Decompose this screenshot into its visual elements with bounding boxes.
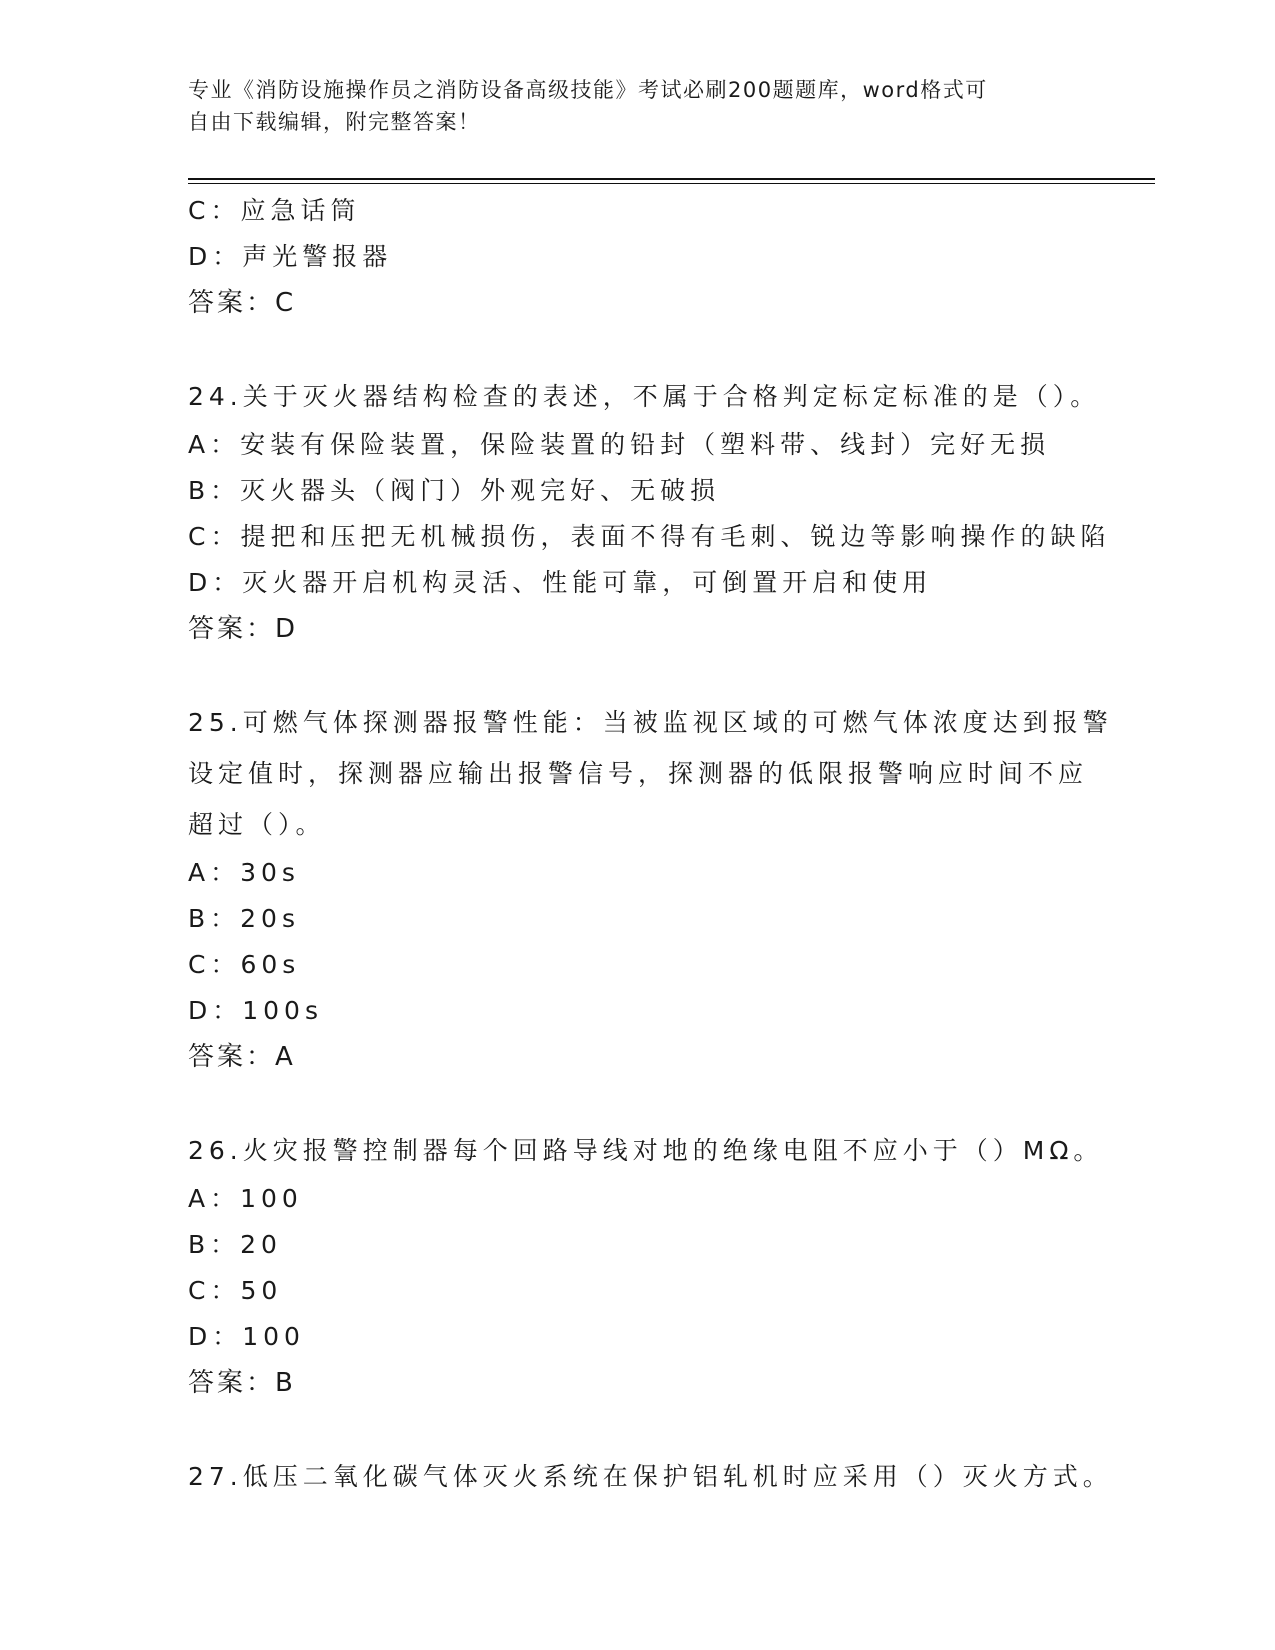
option-a: A：30s <box>188 858 300 887</box>
question-27 <box>188 1451 1148 1502</box>
answer-line: 答案：D <box>188 614 299 644</box>
option-a: A：安装有保险装置，保险装置的铅封（塑料带、线封）完好无损 <box>188 430 1051 459</box>
question-stem: 设定值时，探测器应输出报警信号，探测器的低限报警响应时间不应 <box>188 759 1089 788</box>
option-d: D：声光警报器 <box>188 242 393 271</box>
option-d: D：100 <box>188 1322 305 1351</box>
question-list <box>188 188 1148 1502</box>
option-c: C：应急话筒 <box>188 196 361 225</box>
option-b: B：20 <box>188 1230 282 1259</box>
document-header <box>188 74 1088 138</box>
answer-line: 答案：C <box>188 288 297 318</box>
question-stem: 27.低压二氧化碳气体灭火系统在保护铝轧机时应采用（）灭火方式。 <box>188 1462 1113 1491</box>
question-stem: 26.火灾报警控制器每个回路导线对地的绝缘电阻不应小于（）MΩ。 <box>188 1136 1104 1165</box>
option-a: A：100 <box>188 1184 303 1213</box>
header-divider-thin <box>188 183 1155 184</box>
question-stem: 25.可燃气体探测器报警性能：当被监视区域的可燃气体浓度达到报警 <box>188 708 1113 737</box>
question-stem: 24.关于灭火器结构检查的表述，不属于合格判定标定标准的是（）。 <box>188 382 1101 411</box>
option-d: D：灭火器开启机构灵活、性能可靠，可倒置开启和使用 <box>188 568 933 597</box>
question-25 <box>188 697 1148 1080</box>
question-26 <box>188 1125 1148 1406</box>
answer-line: 答案：A <box>188 1042 296 1072</box>
question-stem: 超过（）。 <box>188 810 326 839</box>
option-c: C：60s <box>188 950 301 979</box>
header-divider-thick <box>188 178 1155 180</box>
question-24 <box>188 371 1148 652</box>
option-d: D：100s <box>188 996 323 1025</box>
option-c: C：50 <box>188 1276 283 1305</box>
continued-question <box>188 188 1148 326</box>
answer-line: 答案：B <box>188 1368 296 1398</box>
option-b: B：灭火器头（阀门）外观完好、无破损 <box>188 476 721 505</box>
option-c: C：提把和压把无机械损伤，表面不得有毛刺、锐边等影响操作的缺陷 <box>188 522 1111 551</box>
header-line-1: 专业《消防设施操作员之消防设备高级技能》考试必刷200题题库，word格式可 <box>188 78 988 102</box>
option-b: B：20s <box>188 904 300 933</box>
header-line-2: 自由下载编辑，附完整答案！ <box>188 110 481 134</box>
